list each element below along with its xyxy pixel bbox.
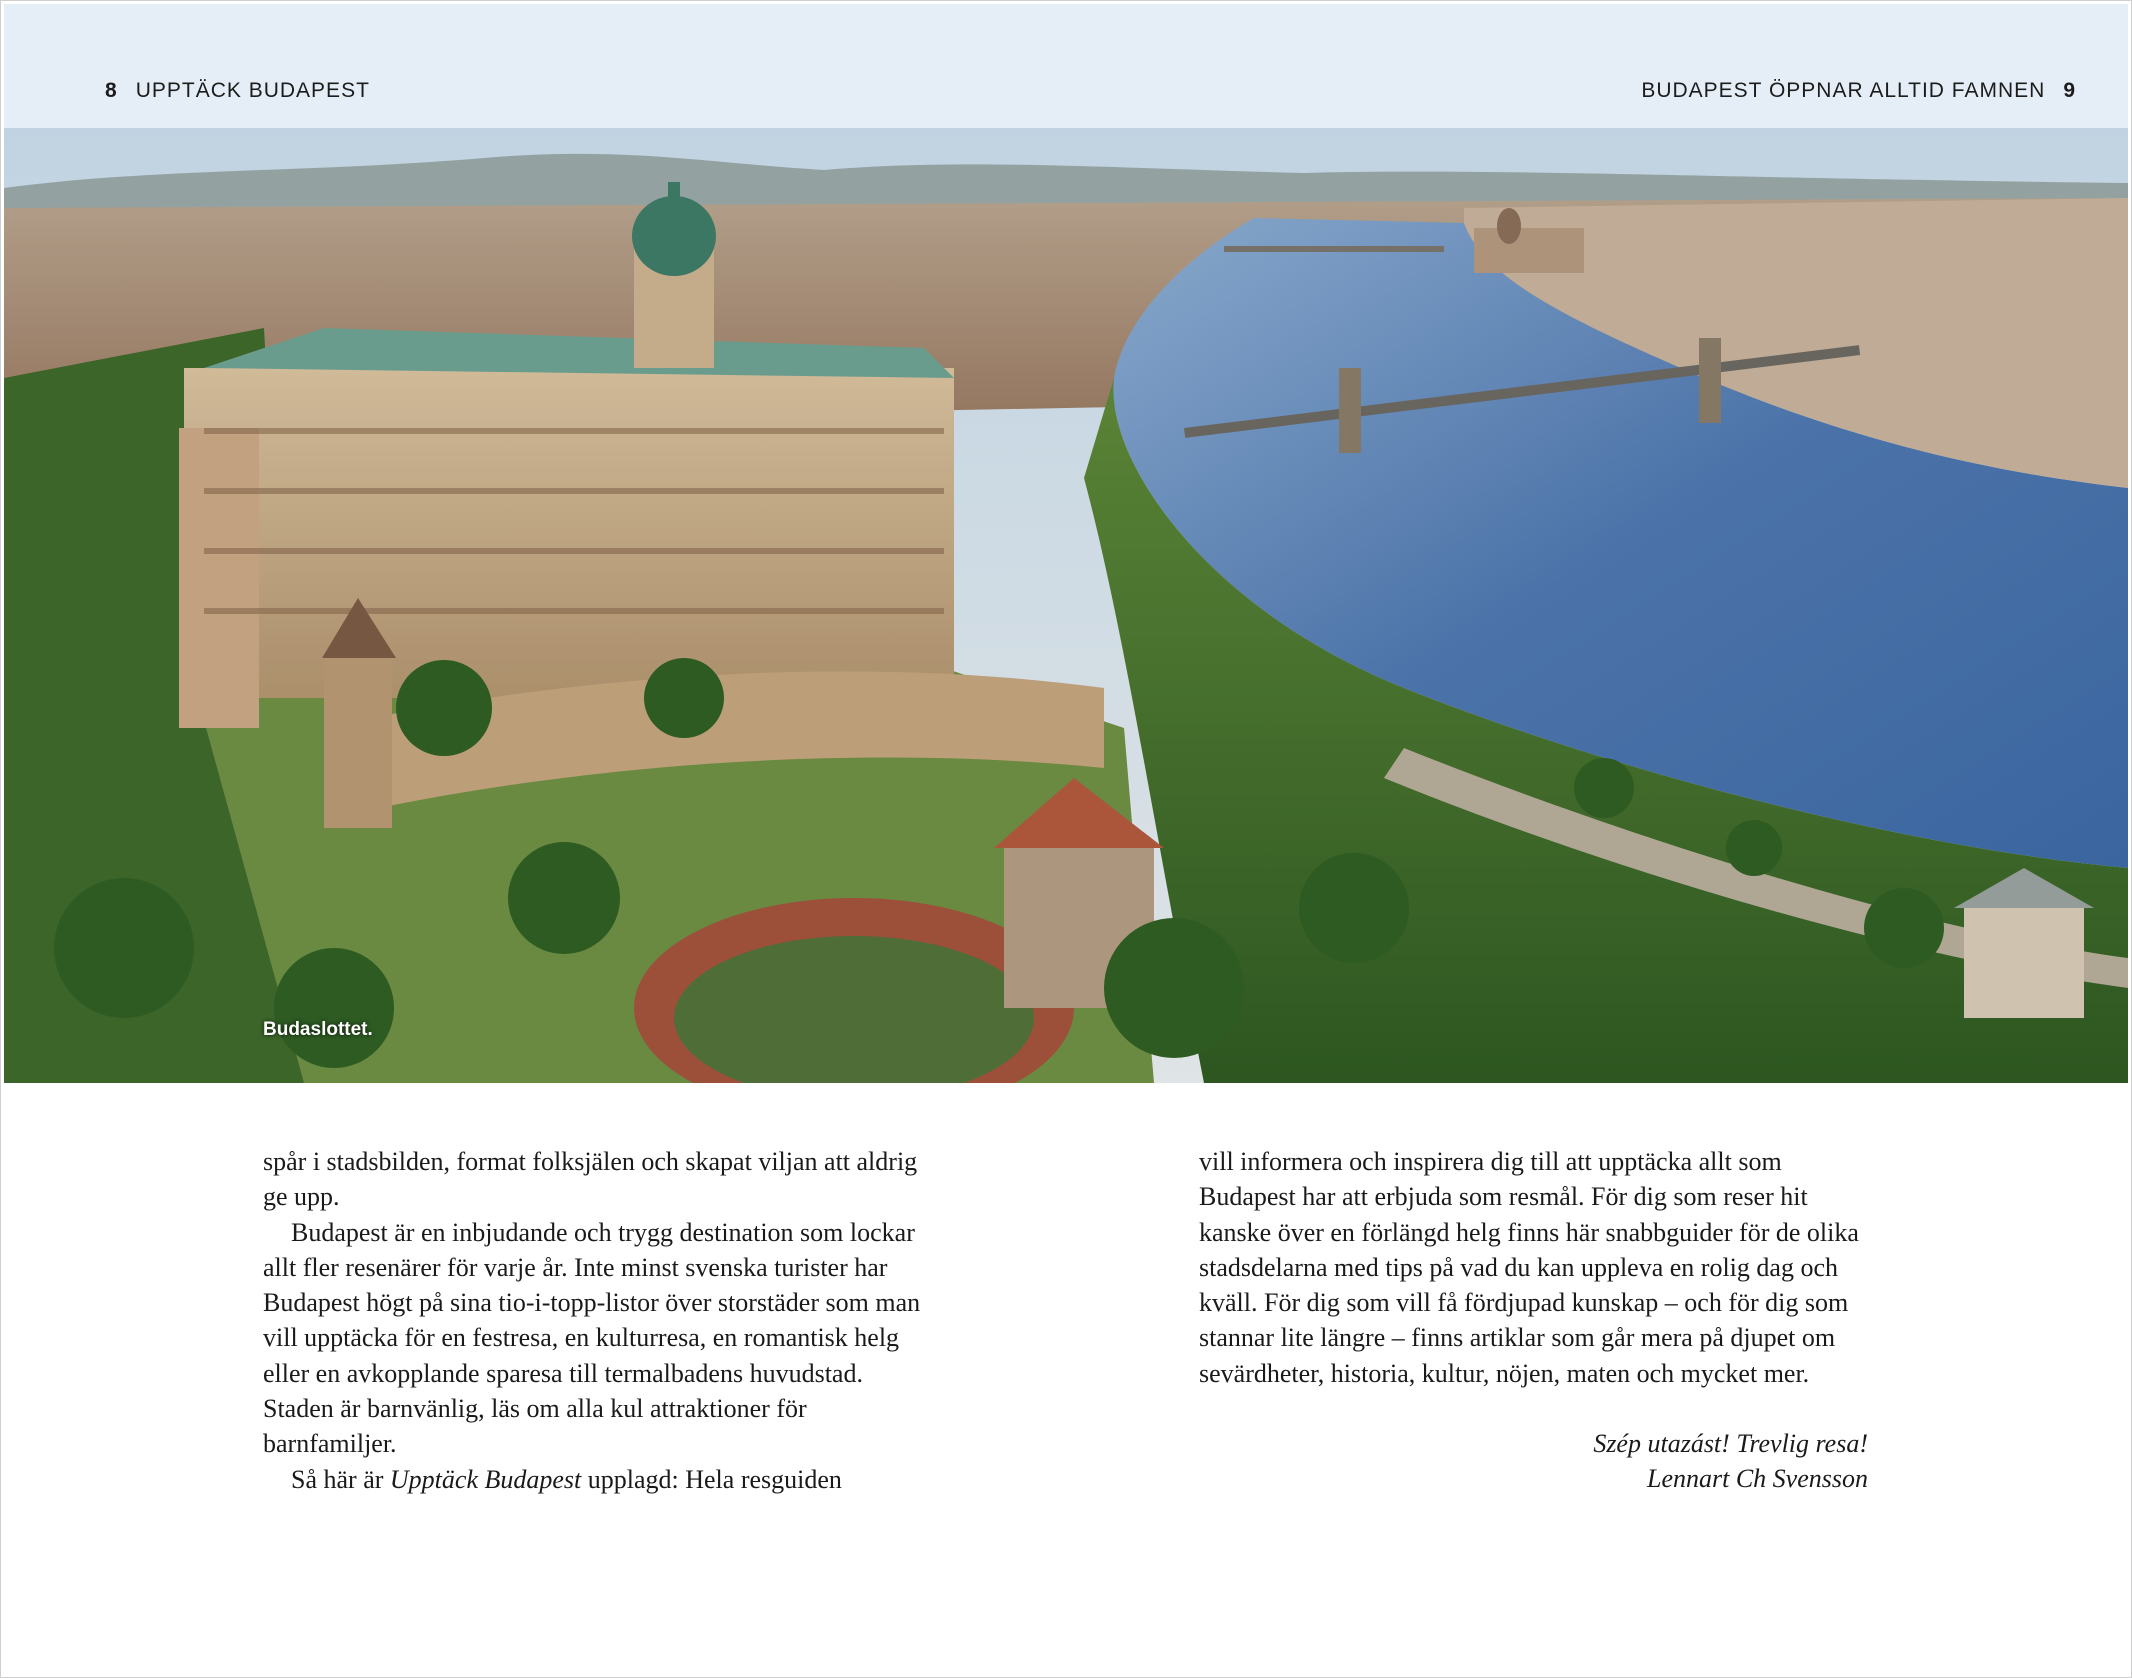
left-page-title: UPPTÄCK BUDAPEST: [135, 79, 370, 102]
left-paragraph-1: spår i stadsbilden, format folksjälen och skapat viljan att aldrig ge upp.: [263, 1147, 918, 1212]
running-header: [4, 4, 2128, 128]
buda-castle-photo: [4, 128, 2128, 1083]
left-text-column: [263, 1144, 923, 1497]
right-page-number: 9: [2063, 79, 2076, 102]
left-page-number: 8: [105, 79, 118, 102]
left-paragraph-3: [263, 1462, 923, 1497]
left-paragraph-3-start: Så här är: [291, 1464, 390, 1494]
right-page-header: [1641, 79, 2076, 103]
right-paragraph-1: vill informera och inspirera dig till att upptäcka allt som Budapest har att erbjuda som resmål. För dig som reser hit kanske över en förlängd helg finns här snabbguider för de olika stadsdelarna med tips på vad du kan uppleva en rolig dag och kväll. För dig som vill få fördjupad kunskap – och för dig som stannar lite längre – finns artiklar som går mera på djupet om sevärdheter, historia, kultur, nöjen, maten och mycket mer.: [1199, 1147, 1859, 1388]
right-text-column: [1199, 1144, 1859, 1391]
aerial-city-illustration: [4, 128, 2128, 1083]
photo-caption: Budaslottet.: [263, 1019, 373, 1040]
signature-block: [1593, 1426, 1868, 1497]
right-page-title: BUDAPEST ÖPPNAR ALLTID FAMNEN: [1641, 79, 2046, 102]
left-page-header: [105, 79, 370, 103]
author-name: Lennart Ch Svensson: [1647, 1464, 1868, 1494]
book-title-italic: Upptäck Budapest: [389, 1464, 582, 1494]
farewell-greeting: Szép utazást! Trevlig resa!: [1593, 1429, 1868, 1458]
left-paragraph-3-end: upplagd: Hela resguiden: [581, 1464, 842, 1494]
left-paragraph-2: Budapest är en inbjudande och trygg destination som lockar allt fler resenärer för varje år. Inte minst svenska turister har Budapest högt på sina tio-i-topp-listor över storstäder som man vill upptäcka för en festresa, en kulturresa, en romantisk helg eller en avkopplande sparesa till termalbadens huvudstad. Staden är barnvänlig, läs om alla kul attraktioner för barnfamiljer.: [263, 1217, 921, 1459]
